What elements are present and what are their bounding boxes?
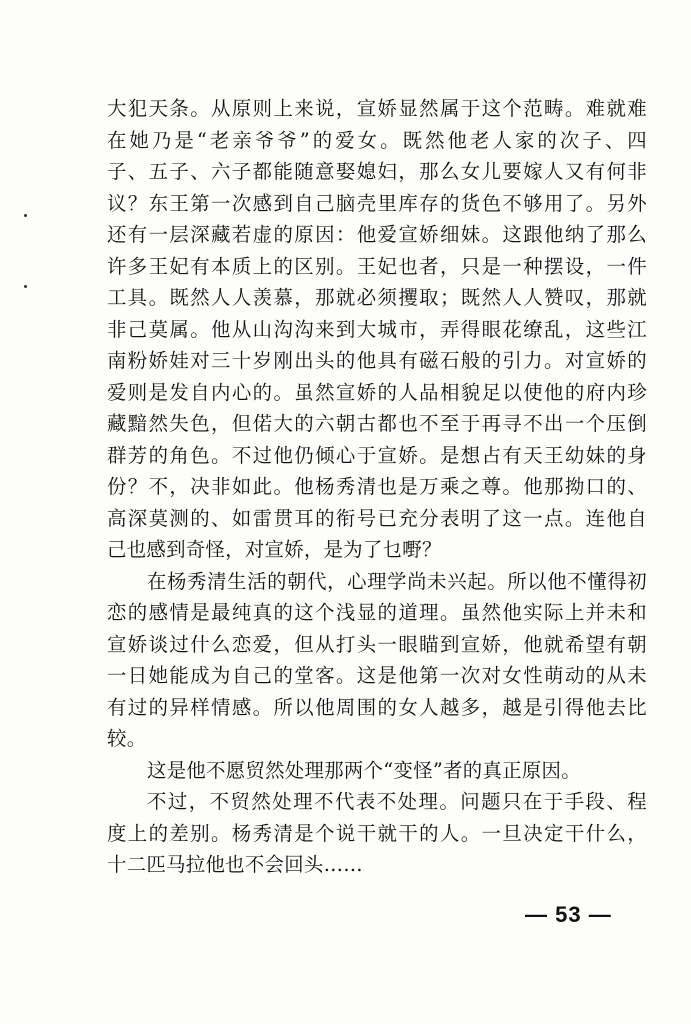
text-line: 份？不，决非如此。他杨秀清也是万乘之尊。他那拗口的、 xyxy=(107,475,647,498)
text-line: 十二匹马拉他也不会回头…… xyxy=(107,853,363,876)
text-line: 还有一层深藏若虚的原因：他爱宣娇细妹。这跟他纳了那么 xyxy=(107,223,647,246)
text-line: 这是他不愿贸然处理那两个“变怪”者的真正原因。 xyxy=(147,758,581,782)
text-line: 在杨秀清生活的朝代，心理学尚未兴起。所以他不懂得初 xyxy=(147,569,647,593)
paragraph-1 xyxy=(107,93,647,566)
paragraph-2 xyxy=(107,566,647,755)
text-line: 群芳的角色。不过他仍倾心于宣娇。是想占有天王幼妹的身 xyxy=(107,443,647,467)
text-line: 较。 xyxy=(107,727,147,750)
text-line: 宣娇谈过什么恋爱，但从打头一眼瞄到宣娇，他就希望有朝 xyxy=(107,632,647,656)
text-line: 子、五子、六子都能随意娶媳妇，那么女儿要嫁人又有何非 xyxy=(107,160,647,183)
paragraph-4 xyxy=(107,786,647,881)
text-line: 非己莫属。他从山沟沟来到大城市，弄得眼花缭乱，这些江 xyxy=(107,317,647,341)
text-line: 度上的差别。杨秀清是个说干就干的人。一旦决定干什么， xyxy=(107,821,647,845)
text-line: 南粉娇娃对三十岁刚出头的他具有磁石般的引力。对宣娇的 xyxy=(107,349,647,372)
body-text xyxy=(107,93,647,881)
text-line: 议？东王第一次感到自己脑壳里库存的货色不够用了。另外 xyxy=(107,191,647,215)
text-line: 藏黯然失色，但偌大的六朝古都也不至于再寻不出一个压倒 xyxy=(107,412,647,435)
text-line: 恋的感情是最纯真的这个浅显的道理。虽然他实际上并未和 xyxy=(107,601,647,624)
scan-speck xyxy=(24,285,27,288)
text-line: 不过，不贸然处理不代表不处理。问题只在于手段、程 xyxy=(147,790,647,813)
text-line: 在她乃是“老亲爷爷”的爱女。既然他老人家的次子、四 xyxy=(107,128,647,152)
text-line: 己也感到奇怪，对宣娇，是为了乜嘢？ xyxy=(107,538,442,561)
text-line: 有过的异样情感。所以他周围的女人越多，越是引得他去比 xyxy=(107,695,647,719)
page-number: — 53 — xyxy=(525,902,612,927)
text-line: 大犯天条。从原则上来说，宣娇显然属于这个范畴。难就难 xyxy=(107,97,647,120)
text-line: 爱则是发自内心的。虽然宣娇的人品相貌足以使他的府内珍 xyxy=(107,380,647,404)
text-line: 高深莫测的、如雷贯耳的衔号已充分表明了这一点。连他自 xyxy=(107,506,647,530)
scan-speck xyxy=(24,214,27,217)
text-line: 一日她能成为自己的堂客。这是他第一次对女性萌动的从未 xyxy=(107,664,647,687)
text-line: 许多王妃有本质上的区别。王妃也者，只是一种摆设，一件 xyxy=(107,254,647,278)
paragraph-3 xyxy=(107,755,647,787)
text-line: 工具。既然人人羡慕，那就必须攫取；既然人人赞叹，那就 xyxy=(107,286,647,309)
